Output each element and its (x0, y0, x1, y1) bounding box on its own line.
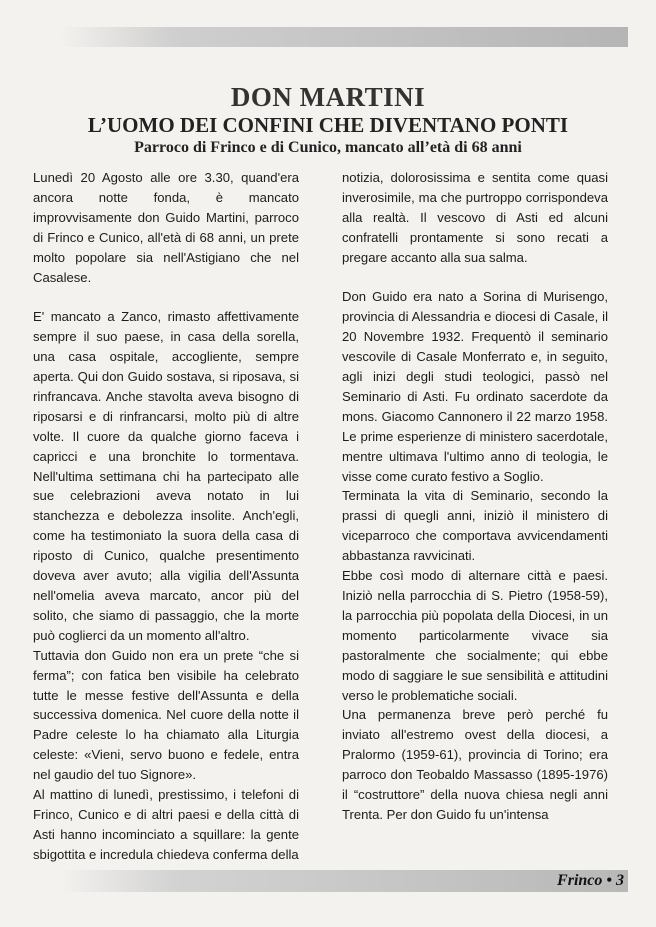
paragraph: E' mancato a Zanco, rimasto affettivamente sempre il suo paese, in casa della sorella, una casa ospitale, accogliente, sempre aperta. Qui don Guido sostava, si riposava, si rinfrancava. Anche stavolta aveva bisogno di riposarsi e di rinfrancarsi, molto più di altre volte. Il cuore da qualche giorno faceva i capricci e una bronchite lo tormentava. Nell'ultima settimana chi ha partecipato alle sue celebrazioni aveva notato in lui stanchezza e debolezza insolite. Anch'egli, come ha testimoniato la suora della casa di riposto di Cunico, qualche presentimento doveva aver avuto; alla vigilia dell'Assunta nell'omelia aveva marcato, ancor più del solito, che siamo di passaggio, che la morte può coglierci da un momento all'altro. (33, 309, 299, 643)
paragraph: Ebbe così modo di alternare città e paesi. Iniziò nella parrocchia di S. Pietro (1958-59), la parrocchia più popolata della Diocesi, in un momento particolarmente vivace sia pastoralmente che socialmente; qui ebbe modo di saggiare le sue sensibilità e attitudini verso le problematiche sociali. (342, 568, 608, 703)
paragraph: Una permanenza breve però perché fu inviato all'estremo ovest della diocesi, a Pralormo (1959-61), provincia di Torino; era parroco don Teobaldo Massasso (1895-1976) il “costruttore” della nuova chiesa negli anni Trenta. Per don Guido fu un'intensa (342, 707, 608, 822)
right-column (342, 168, 608, 825)
paragraph: Terminata la vita di Seminario, secondo la prassi di quegli anni, iniziò il ministero di viceparroco che comportava avvicendamenti abbastanza ravvicinati. (342, 488, 608, 564)
paragraph: Tuttavia don Guido non era un prete “che si ferma”; con fatica ben visibile ha celebrato tutte le messe festive dell'Assunta e della successiva domenica. Nel cuore della notte il Padre celeste lo ha chiamato alla Liturgia celeste: «Vieni, servo buono e fedele, entra nel gaudio del tuo Signore». (33, 647, 299, 783)
page-number: Frinco • 3 (557, 872, 624, 889)
article-tagline: Parroco di Frinco e di Cunico, mancato all’età di 68 anni (134, 139, 522, 156)
left-column (33, 168, 299, 865)
paragraph: Don Guido era nato a Sorina di Murisengo, provincia di Alessandria e diocesi di Casale, il 20 Novembre 1932. Frequentò il seminario vescovile di Casale Monferrato e, in seguito, agli inizi degli studi teologici, passò nel Seminario di Asti. Fu ordinato sacerdote da mons. Giacomo Cannonero il 22 marzo 1958. Le prime esperienze di ministero sacerdotale, mentre ultimava l'ultimo anno di teologia, le visse come curato festivo a Soglio. (342, 289, 608, 484)
paragraph: Lunedì 20 Agosto alle ore 3.30, quand'era ancora notte fonda, è mancato improvvisamente don Guido Martini, parroco di Frinco e Cunico, all'età di 68 anni, un prete molto popolare sia nell'Astigiano che nel Casalese. (33, 170, 299, 285)
article-subtitle: L’UOMO DEI CONFINI CHE DIVENTANO PONTI (87, 113, 569, 137)
article-title: DON MARTINI (230, 82, 426, 112)
paragraph: notizia, dolorosissima e sentita come quasi inverosimile, ma che purtroppo corrispondeva alla realtà. Il vescovo di Asti ed alcuni confratelli prontamente si sono recati a pregare accanto alla sua salma. (342, 170, 608, 265)
bottom-decorative-band (60, 870, 628, 892)
paragraph: Al mattino di lunedì, prestissimo, i telefoni di Frinco, Cunico e di altri paesi e della città di Asti hanno incominciato a squillare: la gente sbigottita e incredula chiedeva conferma della (33, 787, 299, 862)
top-decorative-band (60, 27, 628, 47)
